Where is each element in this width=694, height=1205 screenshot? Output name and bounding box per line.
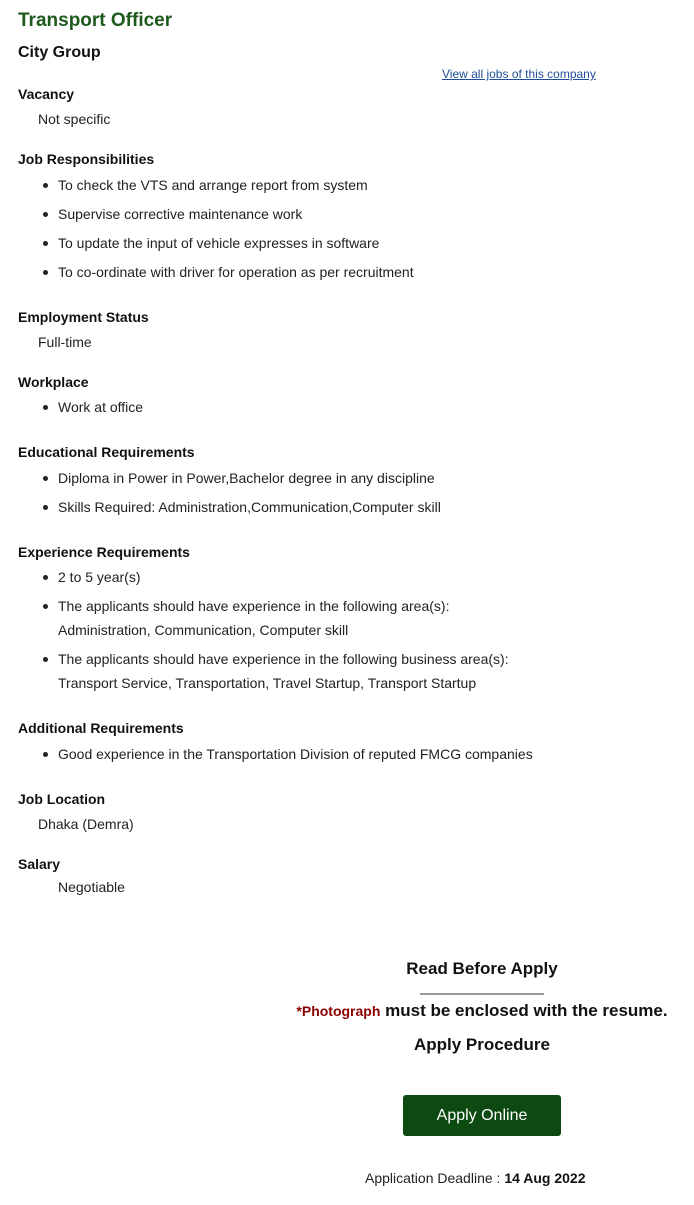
application-deadline	[365, 1170, 586, 1186]
list-item: Work at office	[18, 395, 143, 419]
list-item	[18, 565, 509, 589]
divider	[420, 993, 544, 995]
experience-line: 2 to 5 year(s)	[58, 569, 141, 585]
company-name: City Group	[18, 44, 101, 61]
location-value: Dhaka (Demra)	[38, 816, 134, 832]
list-item: To update the input of vehicle expresses in software	[18, 231, 414, 255]
list-item: Supervise corrective maintenance work	[18, 202, 414, 226]
deadline-date: 14 Aug 2022	[504, 1170, 586, 1186]
additional-title: Additional Requirements	[18, 720, 184, 736]
view-all-jobs-link[interactable]: View all jobs of this company	[442, 67, 596, 81]
vacancy-value: Not specific	[38, 111, 111, 127]
experience-line: The applicants should have experience in the following area(s):	[58, 598, 450, 614]
employment-title: Employment Status	[18, 309, 149, 325]
experience-title: Experience Requirements	[18, 544, 190, 560]
experience-detail: Administration, Communication, Computer skill	[58, 622, 349, 638]
list-item: Good experience in the Transportation Division of reputed FMCG companies	[18, 742, 533, 766]
location-title: Job Location	[18, 791, 106, 807]
experience-detail: Transport Service, Transportation, Travel Startup, Transport Startup	[58, 675, 477, 691]
photograph-notice-text: must be enclosed with the resume.	[380, 1001, 668, 1020]
experience-line: The applicants should have experience in the following business area(s):	[58, 651, 509, 667]
salary-title: Salary	[18, 856, 61, 872]
photograph-required-label: *Photograph	[296, 1003, 381, 1019]
responsibilities-title: Job Responsibilities	[18, 151, 155, 167]
education-list	[18, 466, 441, 524]
photograph-notice	[270, 1001, 694, 1021]
experience-list	[18, 565, 509, 700]
education-title: Educational Requirements	[18, 444, 195, 460]
responsibilities-list	[18, 173, 414, 289]
list-item	[18, 594, 509, 642]
vacancy-title: Vacancy	[18, 86, 75, 102]
list-item: Skills Required: Administration,Communication,Computer skill	[18, 495, 441, 519]
list-item: Diploma in Power in Power,Bachelor degree in any discipline	[18, 466, 441, 490]
salary-value: Negotiable	[58, 879, 125, 895]
list-item: To check the VTS and arrange report from system	[18, 173, 414, 197]
workplace-list	[18, 395, 143, 424]
apply-online-button[interactable]: Apply Online	[403, 1095, 561, 1136]
additional-list	[18, 742, 533, 771]
read-before-apply-heading: Read Before Apply	[406, 959, 558, 978]
job-title: Transport Officer	[18, 10, 173, 31]
deadline-label: Application Deadline :	[365, 1170, 505, 1186]
employment-value: Full-time	[38, 334, 92, 350]
apply-procedure-heading: Apply Procedure	[413, 1035, 551, 1054]
list-item: To co-ordinate with driver for operation as per recruitment	[18, 260, 414, 284]
workplace-title: Workplace	[18, 374, 89, 390]
list-item	[18, 647, 509, 695]
